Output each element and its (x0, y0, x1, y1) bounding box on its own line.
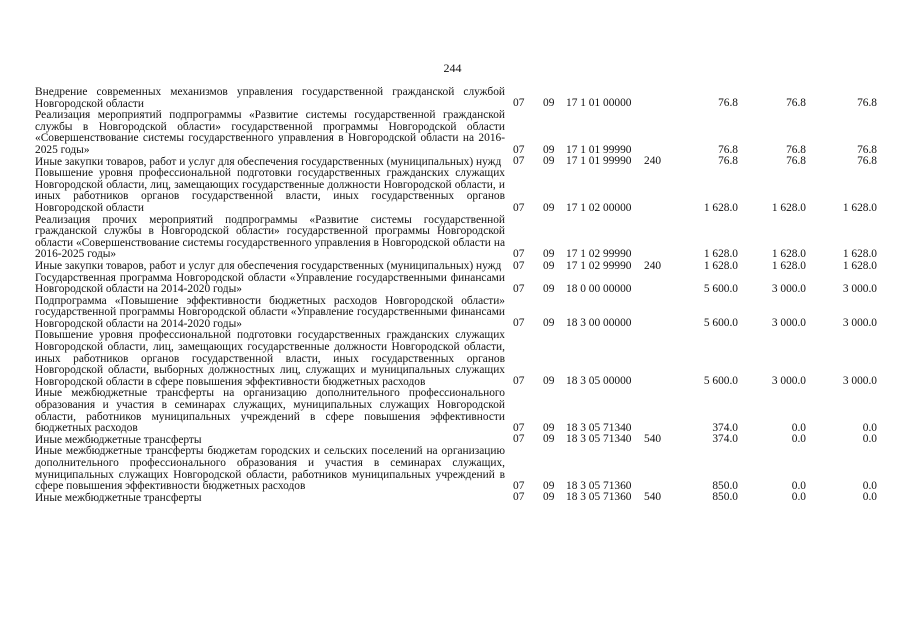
table-row (35, 215, 877, 261)
amount-1: 850.0 (712, 491, 738, 504)
subsection-code: 09 (543, 247, 555, 260)
section-code: 07 (513, 317, 525, 330)
amount-3: 1 628.0 (842, 201, 877, 214)
subsection-code: 09 (543, 143, 555, 156)
section-code: 07 (513, 155, 525, 168)
amount-1: 5 600.0 (703, 375, 738, 388)
amount-3: 76.8 (857, 97, 877, 110)
amount-1: 1 628.0 (703, 201, 738, 214)
amount-1: 374.0 (712, 433, 738, 446)
amount-1: 374.0 (712, 421, 738, 434)
amount-2: 1 628.0 (771, 201, 806, 214)
target-code: 18 0 00 00000 (566, 282, 632, 295)
target-code: 17 1 01 00000 (566, 97, 632, 110)
amount-2: 0.0 (791, 491, 806, 504)
target-code: 17 1 02 99990 (566, 259, 632, 272)
row-description: Иные закупки товаров, работ и услуг для обеспечения государственных (муниципальных) нужд (35, 155, 502, 168)
subsection-code: 09 (543, 155, 555, 168)
amount-2: 3 000.0 (771, 282, 806, 295)
amount-3: 3 000.0 (842, 375, 877, 388)
amount-1: 5 600.0 (703, 317, 738, 330)
amount-1: 76.8 (718, 155, 738, 168)
expense-code: 540 (644, 433, 662, 446)
row-description: Иные межбюджетные трансферты (35, 491, 202, 504)
amount-1: 5 600.0 (703, 282, 738, 295)
row-description: Иные межбюджетные трансферты (35, 433, 202, 446)
row-codes (35, 283, 877, 296)
expense-code: 240 (644, 155, 662, 168)
section-code: 07 (513, 375, 525, 388)
section-code: 07 (513, 491, 525, 504)
amount-3: 0.0 (862, 421, 877, 434)
target-code: 18 3 05 71360 (566, 479, 632, 492)
amount-3: 0.0 (862, 433, 877, 446)
row-codes (35, 202, 877, 215)
subsection-code: 09 (543, 491, 555, 504)
table-row (35, 168, 877, 214)
section-code: 07 (513, 479, 525, 492)
subsection-code: 09 (543, 201, 555, 214)
amount-3: 1 628.0 (842, 259, 877, 272)
row-description: Повышение уровня профессиональной подготовки государственных гражданских служащих Новгородской области, лиц, замещающих государственные должности Новгородской области, иных работников органов государственной власти, иных государственных органов Новгородской области, выборных должностных лиц, служащих и муниципальных служащих Новгородской области в сфере повышения эффективности бюджетных расходов (35, 329, 505, 388)
table-row (35, 388, 877, 434)
row-description: Повышение уровня профессиональной подготовки государственных гражданских служащих Новгородской области, лиц, замещающих государственные должности Новгородской области, и иных работников органов государственной власти, иных государственных органов Новгородской области (35, 167, 505, 214)
target-code: 17 1 02 99990 (566, 247, 632, 260)
section-code: 07 (513, 201, 525, 214)
table-row (35, 296, 877, 331)
page-number: 244 (443, 61, 462, 75)
row-description: Иные закупки товаров, работ и услуг для обеспечения государственных (муниципальных) нужд (35, 259, 502, 272)
amount-1: 1 628.0 (703, 259, 738, 272)
table-row (35, 261, 877, 273)
section-code: 07 (513, 282, 525, 295)
section-code: 07 (513, 259, 525, 272)
target-code: 18 3 05 71340 (566, 433, 632, 446)
budget-table (35, 87, 877, 504)
subsection-code: 09 (543, 259, 555, 272)
subsection-code: 09 (543, 375, 555, 388)
amount-2: 0.0 (791, 479, 806, 492)
section-code: 07 (513, 433, 525, 446)
table-row (35, 273, 877, 296)
amount-3: 76.8 (857, 155, 877, 168)
amount-1: 850.0 (712, 479, 738, 492)
target-code: 18 3 05 00000 (566, 375, 632, 388)
row-description: Реализация мероприятий подпрограммы «Развитие системы государственной гражданской службы в Новгородской области» государственной программы Новгородской области «Совершенствование системы государственного управления в Новгородской области на 2016-2025 годы» (35, 109, 505, 156)
amount-2: 76.8 (786, 155, 806, 168)
section-code: 07 (513, 247, 525, 260)
amount-2: 76.8 (786, 97, 806, 110)
target-code: 17 1 02 00000 (566, 201, 632, 214)
row-description: Государственная программа Новгородской области «Управление государственными финансами Новгородской области на 2014-2020 годы» (35, 271, 505, 296)
table-row (35, 446, 877, 492)
amount-2: 0.0 (791, 421, 806, 434)
target-code: 17 1 01 99990 (566, 155, 632, 168)
row-description: Иные межбюджетные трансферты на организацию дополнительного профессионального образования и участия в семинарах служащих, муниципальных служащих Новгородской области, работников муниципальных учреждений в сфере повышения эффективности бюджетных расходов (35, 387, 505, 435)
target-code: 18 3 05 71340 (566, 421, 632, 434)
amount-2: 76.8 (786, 143, 806, 156)
row-description: Внедрение современных механизмов управления государственной гражданской службой Новгородской области (35, 86, 505, 110)
subsection-code: 09 (543, 433, 555, 446)
table-row (35, 330, 877, 388)
target-code: 17 1 01 99990 (566, 143, 632, 156)
row-description: Подпрограмма «Повышение эффективности бюджетных расходов Новгородской области» государственной программы Новгородской области «Управление государственными финансами Новгородской области на 2014-2020 годы» (35, 294, 505, 330)
amount-1: 76.8 (718, 97, 738, 110)
amount-1: 1 628.0 (703, 247, 738, 260)
expense-code: 240 (644, 259, 662, 272)
expense-code: 540 (644, 491, 662, 504)
amount-2: 0.0 (791, 433, 806, 446)
amount-2: 3 000.0 (771, 375, 806, 388)
row-codes (35, 491, 877, 504)
amount-3: 0.0 (862, 491, 877, 504)
amount-3: 3 000.0 (842, 317, 877, 330)
amount-3: 0.0 (862, 479, 877, 492)
amount-2: 1 628.0 (771, 247, 806, 260)
table-row (35, 87, 877, 110)
amount-2: 1 628.0 (771, 259, 806, 272)
section-code: 07 (513, 143, 525, 156)
section-code: 07 (513, 97, 525, 110)
target-code: 18 3 00 00000 (566, 317, 632, 330)
amount-3: 1 628.0 (842, 247, 877, 260)
subsection-code: 09 (543, 97, 555, 110)
amount-2: 3 000.0 (771, 317, 806, 330)
subsection-code: 09 (543, 317, 555, 330)
table-row (35, 493, 877, 505)
subsection-code: 09 (543, 479, 555, 492)
row-description: Реализация прочих мероприятий подпрограммы «Развитие системы государственной гражданской службы в Новгородской области» государственной программы Новгородской области «Совершенствование системы государственного управления в Новгородской области на 2016-2025 годы» (35, 213, 505, 261)
target-code: 18 3 05 71360 (566, 491, 632, 504)
subsection-code: 09 (543, 282, 555, 295)
subsection-code: 09 (543, 421, 555, 434)
row-codes (35, 260, 877, 273)
table-row (35, 110, 877, 156)
amount-3: 3 000.0 (842, 282, 877, 295)
amount-3: 76.8 (857, 143, 877, 156)
amount-1: 76.8 (718, 143, 738, 156)
section-code: 07 (513, 421, 525, 434)
row-description: Иные межбюджетные трансферты бюджетам городских и сельских поселений на организацию дополнительного профессионального образования и участия в семинарах служащих, муниципальных служащих Новгородской области, работников муниципальных учреждений в сфере повышения эффективности бюджетных расходов (35, 445, 505, 493)
